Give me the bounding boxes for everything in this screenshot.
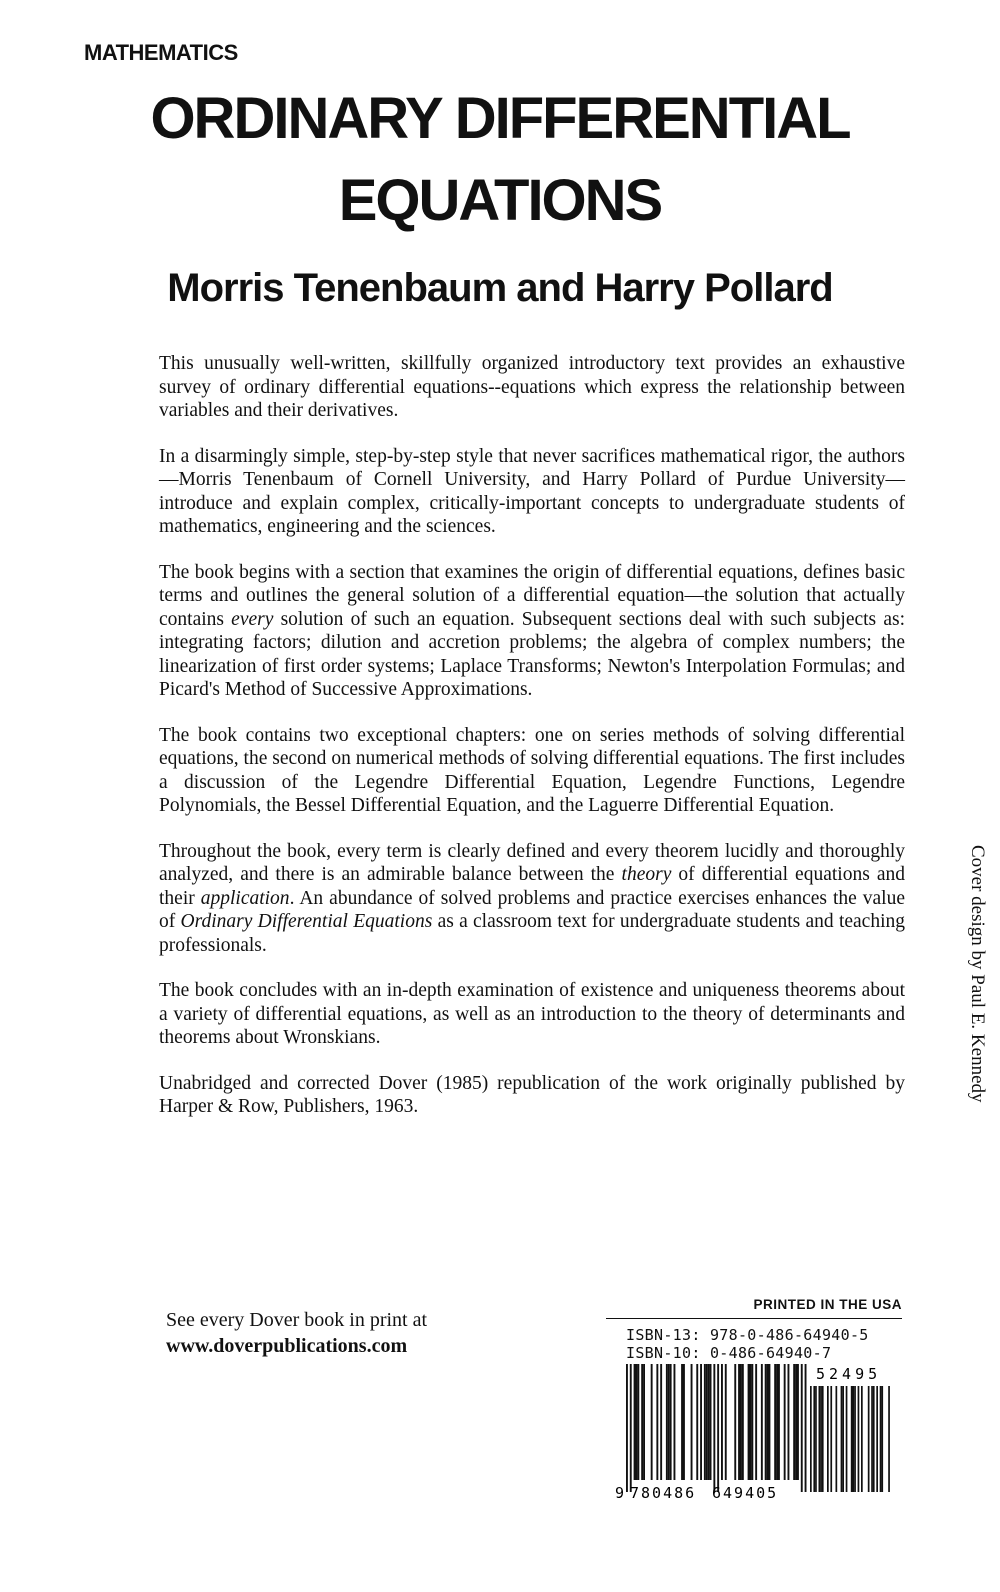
paragraph-5: [159, 840, 905, 958]
barcode-bar: [666, 1364, 668, 1480]
publisher-url[interactable]: www.doverpublications.com: [166, 1335, 408, 1357]
barcode-bar: [630, 1364, 632, 1492]
paragraph-5-text-b: of differential equations and their: [159, 864, 905, 909]
barcode-bar: [738, 1364, 740, 1480]
barcode-bar: [725, 1364, 727, 1480]
barcode-bar: [656, 1364, 658, 1480]
barcode-bar: [643, 1364, 645, 1480]
barcode-first-digit: 9: [615, 1484, 625, 1502]
barcode-bar: [641, 1364, 643, 1480]
barcode-bar: [674, 1364, 676, 1480]
addon-bar: [830, 1386, 832, 1492]
barcode-right-digits: 649405: [712, 1484, 779, 1502]
barcode-bar: [795, 1364, 797, 1480]
barcode-bar: [793, 1364, 795, 1480]
authors: Morris Tenenbaum and Harry Pollard: [167, 266, 833, 310]
printed-in-label: PRINTED IN THE USA: [753, 1297, 902, 1312]
addon-bar: [819, 1386, 821, 1492]
addon-bar: [822, 1386, 824, 1492]
barcode-bar: [636, 1364, 638, 1480]
addon-bar: [827, 1386, 829, 1492]
addon-bar: [846, 1386, 848, 1492]
ean-barcode-bars: [626, 1364, 807, 1492]
barcode-bar: [717, 1364, 719, 1492]
barcode-bar: [721, 1364, 723, 1480]
price-code: 52495: [816, 1365, 882, 1383]
addon-bar: [873, 1386, 875, 1492]
emphasis-every: every: [231, 608, 274, 630]
barcode-bar: [681, 1364, 683, 1480]
barcode-bar: [750, 1364, 752, 1480]
divider-rule: [606, 1318, 902, 1319]
addon-bar: [880, 1386, 882, 1492]
paragraph-3-text-b: solution of such an equation. Subsequent sections deal with such subjects as: integrating factors; dilution and accretion problems; the algebra of complex numbers; the linearization of first order systems; Laplace Transforms; Newton's Interpolation Formulas; and Picard's Method of Successive Approximations.: [159, 608, 905, 700]
paragraph-7: Unabridged and corrected Dover (1985) republication of the work originally published by Harper & Row, Publishers, 1963.: [159, 1072, 905, 1117]
description: [159, 352, 905, 1141]
barcode-left-digits: 780486: [630, 1484, 697, 1502]
barcode-bar: [704, 1364, 706, 1480]
addon-bar: [842, 1386, 844, 1492]
addon-bar: [888, 1386, 890, 1492]
barcode-bar: [797, 1364, 799, 1480]
emphasis-theory: theory: [621, 864, 672, 885]
book-title-line-2: EQUATIONS: [338, 168, 662, 233]
addon-bar: [810, 1386, 812, 1492]
addon-bar: [858, 1386, 860, 1492]
paragraph-6: The book concludes with an in-depth examination of existence and uniqueness theorems about a variety of differential equations, as well as an introduction to the theory of determinants and theorems about Wronskians.: [159, 980, 905, 1048]
barcode-bar: [774, 1364, 776, 1480]
isbn-10: ISBN-10: 0-486-64940-7: [626, 1344, 832, 1362]
barcode-bar: [761, 1364, 763, 1480]
emphasis-application: application: [200, 887, 290, 909]
barcode-bar: [668, 1364, 670, 1480]
barcode-bar: [626, 1364, 628, 1492]
price-addon-bars: [810, 1386, 890, 1492]
paragraph-3: [159, 561, 905, 702]
barcode-bar: [765, 1364, 767, 1480]
addon-bar: [853, 1386, 855, 1492]
barcode-bar: [755, 1364, 757, 1480]
promo-block: [166, 1307, 427, 1359]
addon-bar: [841, 1386, 843, 1492]
barcode-bar: [696, 1364, 698, 1480]
barcode-bar: [751, 1364, 753, 1480]
isbn-13: ISBN-13: 978-0-486-64940-5: [626, 1326, 869, 1344]
addon-bar: [861, 1386, 863, 1492]
addon-bar: [815, 1386, 817, 1492]
barcode-bar: [776, 1364, 778, 1480]
book-title: [0, 78, 1000, 242]
barcode-bar: [683, 1364, 685, 1480]
barcode-bar: [660, 1364, 662, 1480]
paragraph-5-text-a: Throughout the book, every term is clearly defined and every theorem lucidly and thoroughly analyzed, and there is an admirable balance between the: [159, 840, 905, 885]
addon-bar: [876, 1386, 878, 1492]
barcode-bar: [784, 1364, 786, 1480]
addon-bar: [813, 1386, 815, 1492]
barcode-bar: [670, 1364, 672, 1480]
paragraph-5-text-d: as a classroom text for undergraduate students and teaching professionals.: [159, 911, 905, 956]
addon-bar: [820, 1386, 822, 1492]
barcode-bar: [801, 1364, 803, 1492]
paragraph-5-text-c: . An abundance of solved problems and practice exercises enhances the value of: [159, 887, 905, 932]
barcode-bar: [778, 1364, 780, 1480]
barcode-bar: [651, 1364, 653, 1480]
barcode-bar: [708, 1364, 710, 1480]
category-label: MATHEMATICS: [84, 40, 238, 65]
emphasis-book-title: Ordinary Differential Equations: [180, 911, 433, 932]
book-title-line-1: ORDINARY DIFFERENTIAL: [150, 86, 850, 151]
paragraph-4: The book contains two exceptional chapters: one on series methods of solving differential equations, the second on numerical methods of solving differential equations. The first includes a discussion of the Legendre Differential Equation, Legendre Functions, Legendre Polynomials, the Bessel Differential Equation, and the Laguerre Differential Equation.: [159, 724, 905, 816]
barcode-bar: [742, 1364, 744, 1480]
addon-bar: [851, 1386, 853, 1492]
barcode-bar: [637, 1364, 639, 1480]
addon-bar: [868, 1386, 870, 1492]
barcode-bar: [805, 1364, 807, 1492]
cover-design-credit: Cover design by Paul E. Kennedy: [967, 845, 988, 1103]
paragraph-1: This unusually well-written, skillfully organized introductory text provides an exhaustive survey of ordinary differential equations--equations which express the relationship between variables and their derivatives.: [159, 353, 905, 421]
barcode-bar: [748, 1364, 750, 1480]
paragraph-2: In a disarmingly simple, step-by-step style that never sacrifices mathematical rigor, the authors—Morris Tenenbaum of Cornell University, and Harry Pollard of Purdue University—introduce and explain complex, critically-important concepts to undergraduate students of mathematics, engineering and the sciences.: [159, 445, 905, 537]
addon-bar: [854, 1386, 856, 1492]
barcode-bar: [740, 1364, 742, 1480]
barcode-bar: [713, 1364, 715, 1492]
barcode-bar: [706, 1364, 708, 1480]
addon-bar: [836, 1386, 838, 1492]
barcode-bar: [769, 1364, 771, 1480]
barcode-bar: [634, 1364, 636, 1480]
barcode-bar: [734, 1364, 736, 1480]
promo-line: See every Dover book in print at: [166, 1309, 428, 1331]
barcode-bar: [700, 1364, 702, 1480]
barcode-bar: [710, 1364, 712, 1480]
barcode-bar: [788, 1364, 790, 1480]
barcode: [612, 1364, 902, 1502]
addon-bar: [881, 1386, 883, 1492]
barcode-bar: [767, 1364, 769, 1480]
addon-bar: [871, 1386, 873, 1492]
paragraph-3-text-a: The book begins with a section that examines the origin of differential equations, defines basic terms and outlines the general solution of a differential equation—the solution that actually contains: [159, 561, 905, 630]
barcode-bar: [691, 1364, 693, 1480]
